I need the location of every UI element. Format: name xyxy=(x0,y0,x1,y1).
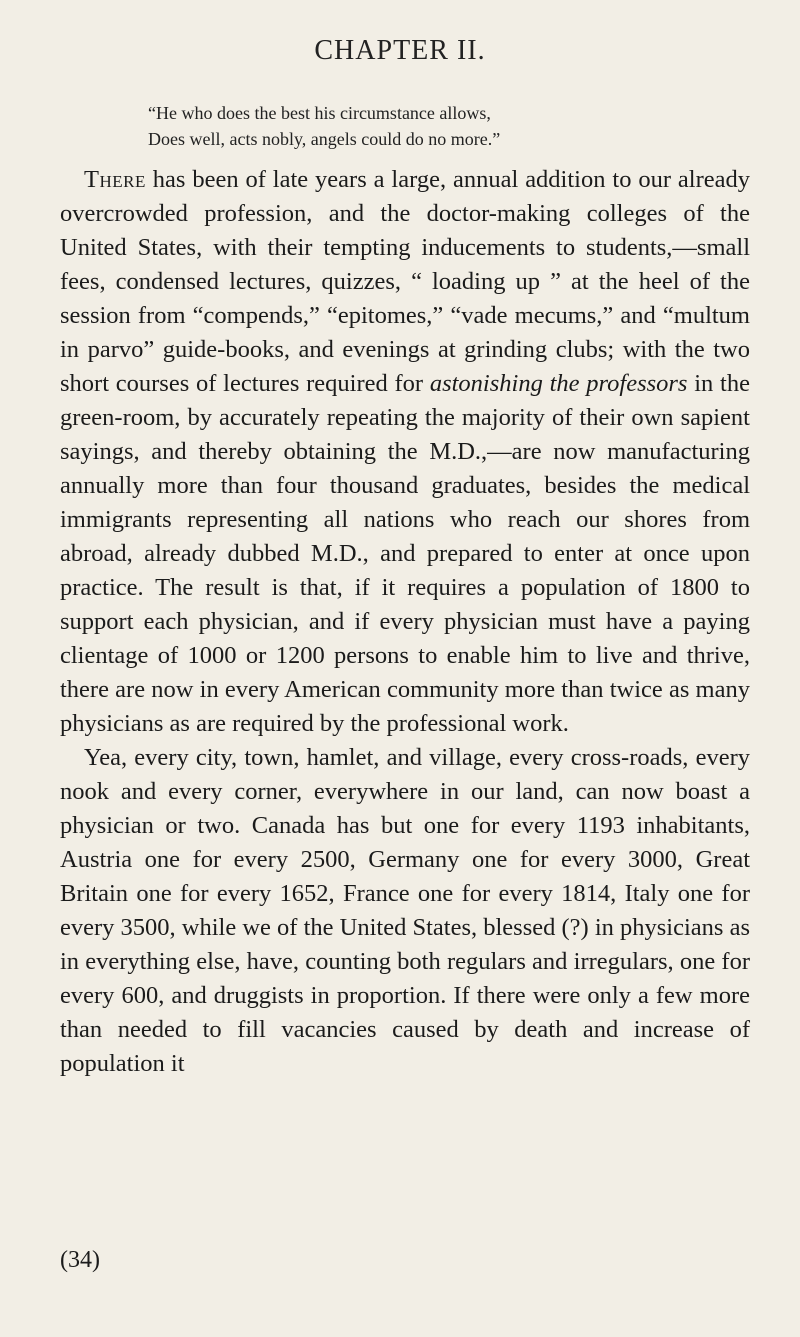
epigraph-line-2: Does well, acts nobly, angels could do no more.” xyxy=(148,129,501,149)
paragraph-1-part-1: has been of late years a large, annual addition to our already overcrowded profession, and the doctor-making colleges of the United States, with their tempting inducements to students,—small fees, condensed lectures, quizzes, “ loading up ” at the heel of the session from “compends,” “epitomes,” “vade mecums,” and “multum in parvo” guide-books, and evenings at grinding clubs; with the two short courses of lectures required for xyxy=(60,166,750,397)
paragraph-1-part-2: in the green-room, by accurately repeating the majority of their own sapient sayings, and thereby obtaining the M.D.,—are now manufacturing annually more than four thousand graduates, besides the medical immigrants representing all nations who reach our shores from abroad, already dubbed M.D., and prepared to enter at once upon practice. The result is that, if it requires a population of 1800 to support each physician, and if every physician must have a paying clientage of 1000 or 1200 persons to enable him to live and thrive, there are now in every American community more than twice as many physicians as are required by the professional work. xyxy=(60,370,750,737)
page-number: (34) xyxy=(60,1247,100,1273)
italic-phrase: astonishing the professors xyxy=(429,370,688,397)
paragraph-2: Yea, every city, town, hamlet, and village, every cross-roads, every nook and every corner, everywhere in our land, can now boast a physician or two. Canada has but one for every 1193 inhabitants, Austria one for every 2500, Germany one for every 3000, Great Britain one for every 1652, France one for every 1814, Italy one for every 3500, while we of the United States, blessed (?) in physicians as in everything else, have, counting both regulars and irregulars, one for every 600, and druggists in proportion. If there were only a few more than needed to fill vacancies caused by death and increase of population it xyxy=(60,744,750,1077)
chapter-heading: CHAPTER II. xyxy=(314,35,486,66)
paragraph-1 xyxy=(60,163,750,741)
epigraph xyxy=(148,100,748,152)
paragraph-lead-word: There xyxy=(84,166,146,193)
body-text xyxy=(60,163,750,1081)
epigraph-line-1: “He who does the best his circumstance allows, xyxy=(148,103,491,123)
